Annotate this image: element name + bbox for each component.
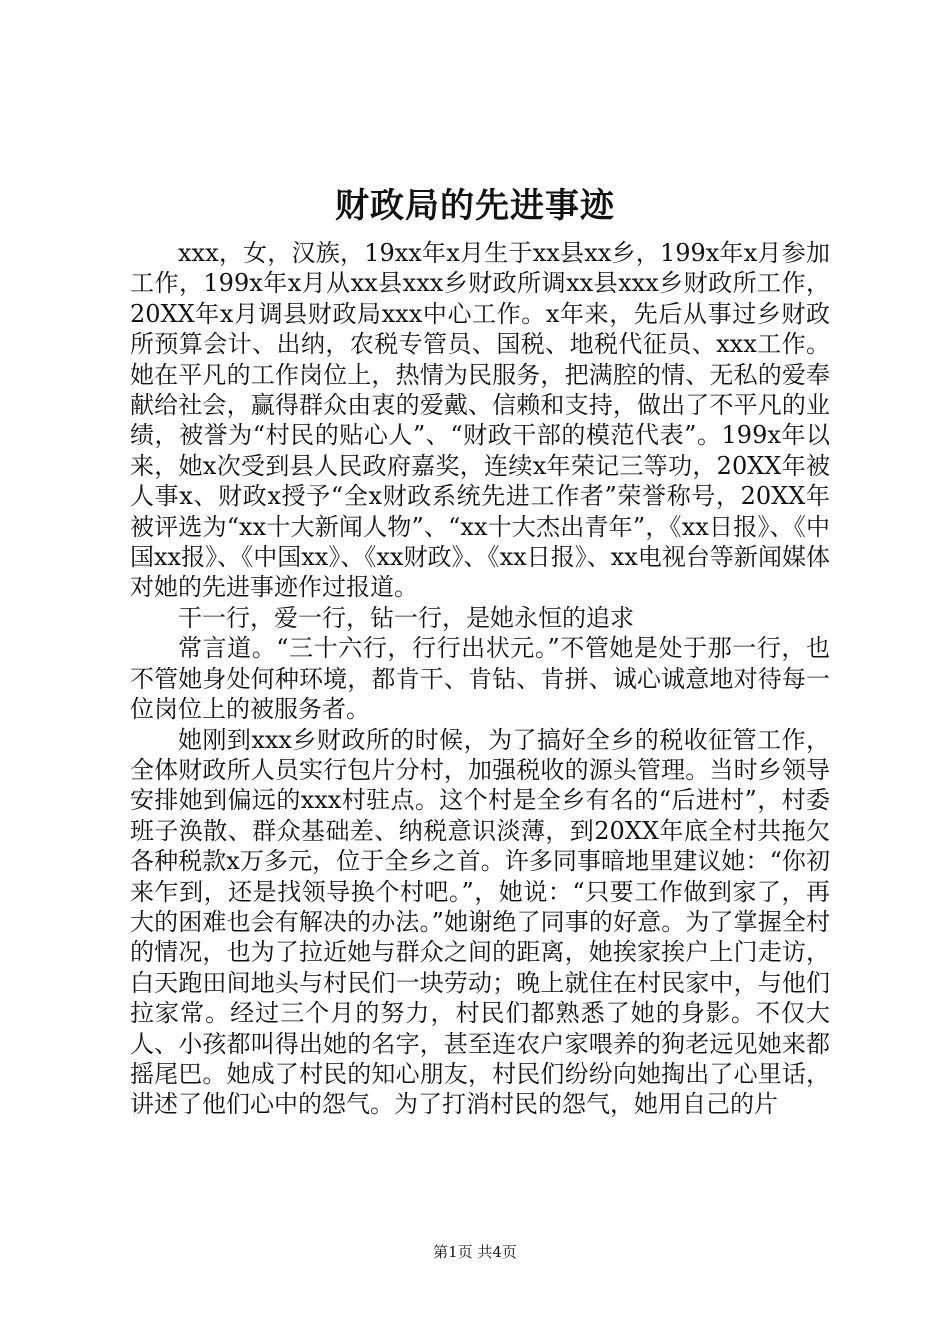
page-number-footer: 第1页 共4页	[433, 1243, 517, 1261]
paragraph-story: 她刚到xxx乡财政所的时候，为了搞好全乡的税收征管工作，全体财政所人员实行包片分村，加强税收的源头管理。当时乡领导安排她到偏远的xxx村驻点。这个村是全乡有名的“后进村”，村委班子涣散、群众基础差、纳税意识淡薄，到20XX年底全村共拖欠各种税款x万多元，位于全乡之首。许多同事暗地里建议她：“你初来乍到，还是找领导换个村吧。”，她说：“只要工作做到家了，再大的困难也会有解决的办法。”她谢绝了同事的好意。为了掌握全村的情况，也为了拉近她与群众之间的距离，她挨家挨户上门走访，白天跑田间地头与村民们一块劳动；晚上就住在村民家中，与他们拉家常。经过三个月的努力，村民们都熟悉了她的身影。不仅大人、小孩都叫得出她的名字，甚至连农户家喂养的狗老远见她来都摇尾巴。她成了村民的知心朋友，村民们纷纷向她掏出了心里话，讲述了他们心中的怨气。为了打消村民的怨气，她用自己的片	[130, 725, 830, 1119]
document-body	[130, 238, 830, 1120]
paragraph-saying: 常言道。“三十六行，行行出状元。”不管她是处于那一行，也不管她身处何种环境，都肯干、肯钻、肯拼、诚心诚意地对待每一位岗位上的被服务者。	[130, 634, 830, 724]
paragraph-intro: xxx，女，汉族，19xx年x月生于xx县xx乡，199x年x月参加工作，199x年x月从xx县xxx乡财政所调xx县xxx乡财政所工作，20XX年x月调县财政局xxx中心工作。x年来，先后从事过乡财政所预算会计、出纳，农税专管员、国税、地税代征员、xxx工作。她在平凡的工作岗位上，热情为民服务，把满腔的情、无私的爱奉献给社会，赢得群众由衷的爱戴、信赖和支持，做出了不平凡的业绩，被誉为“村民的贴心人”、“财政干部的模范代表”。199x年以来，她x次受到县人民政府嘉奖，连续x年荣记三等功，20XX年被人事x、财政x授予“全x财政系统先进工作者”荣誉称号，20XX年被评选为“xx十大新闻人物”、“xx十大杰出青年”，《xx日报》、《中国xx报》、《中国xx》、《xx财政》、《xx日报》、xx电视台等新闻媒体对她的先进事迹作过报道。	[130, 239, 830, 602]
document-title: 财政局的先进事迹	[335, 186, 615, 226]
paragraph-heading: 干一行，爱一行，钻一行，是她永恒的追求	[178, 603, 634, 632]
